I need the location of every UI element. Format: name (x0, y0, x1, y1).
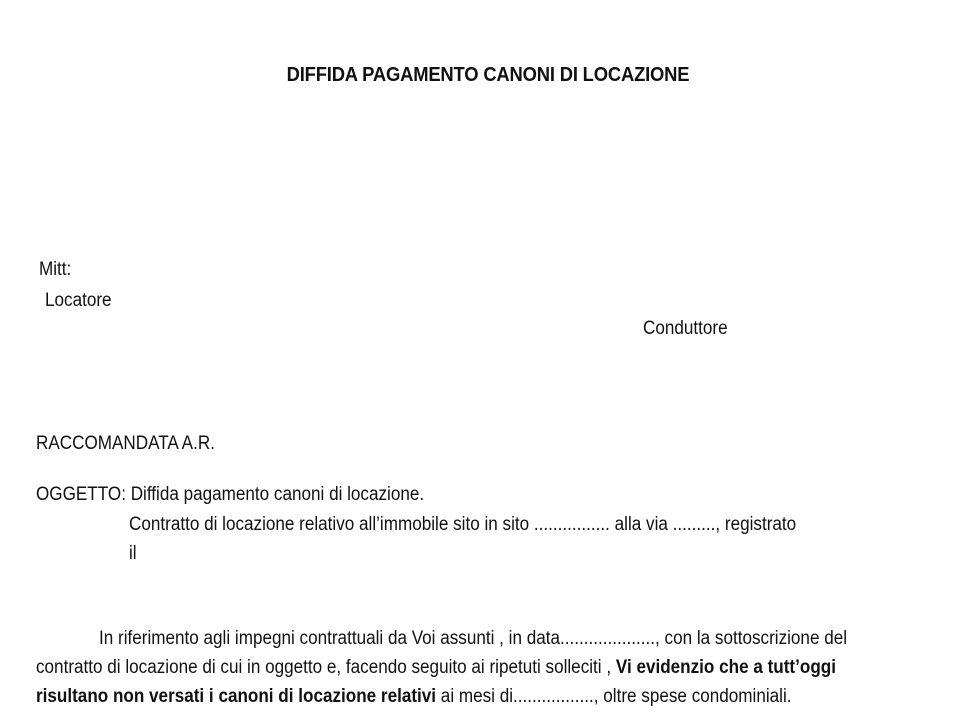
delivery-method: RACCOMANDATA A.R. (36, 433, 215, 454)
recipient-role: Conduttore (643, 318, 728, 339)
body-line-2-normal: contratto di locazione di cui in oggetto e, facendo seguito ai ripetuti solleciti , (36, 657, 612, 678)
contract-line-1: Contratto di locazione relativo all’immobile sito in sito ................ alla via ........., registrato (129, 514, 797, 535)
body-line-3-bold: risultano non versati i canoni di locazione relativi (36, 686, 437, 707)
subject-text: Diffida pagamento canoni di locazione. (130, 484, 425, 505)
contract-line-2: il (129, 543, 137, 564)
body-line-1-text: In riferimento agli impegni contrattuali da Voi assunti , in data...................., con la sottoscrizione del (99, 628, 848, 649)
body-line-3 (36, 682, 941, 711)
body-line-1 (36, 624, 941, 653)
document-title: DIFFIDA PAGAMENTO CANONI DI LOCAZIONE (286, 64, 690, 86)
body-line-3-normal: ai mesi di................., oltre spese condominiali. (440, 686, 792, 707)
sender-role: Locatore (45, 290, 112, 311)
subject-line (36, 484, 424, 506)
body-line-2-bold: Vi evidenzio che a tutt’oggi (615, 657, 836, 678)
body-line-2 (36, 653, 941, 682)
subject-label: OGGETTO: (36, 484, 126, 505)
body-paragraph (36, 624, 941, 711)
sender-label: Mitt: (39, 259, 72, 280)
